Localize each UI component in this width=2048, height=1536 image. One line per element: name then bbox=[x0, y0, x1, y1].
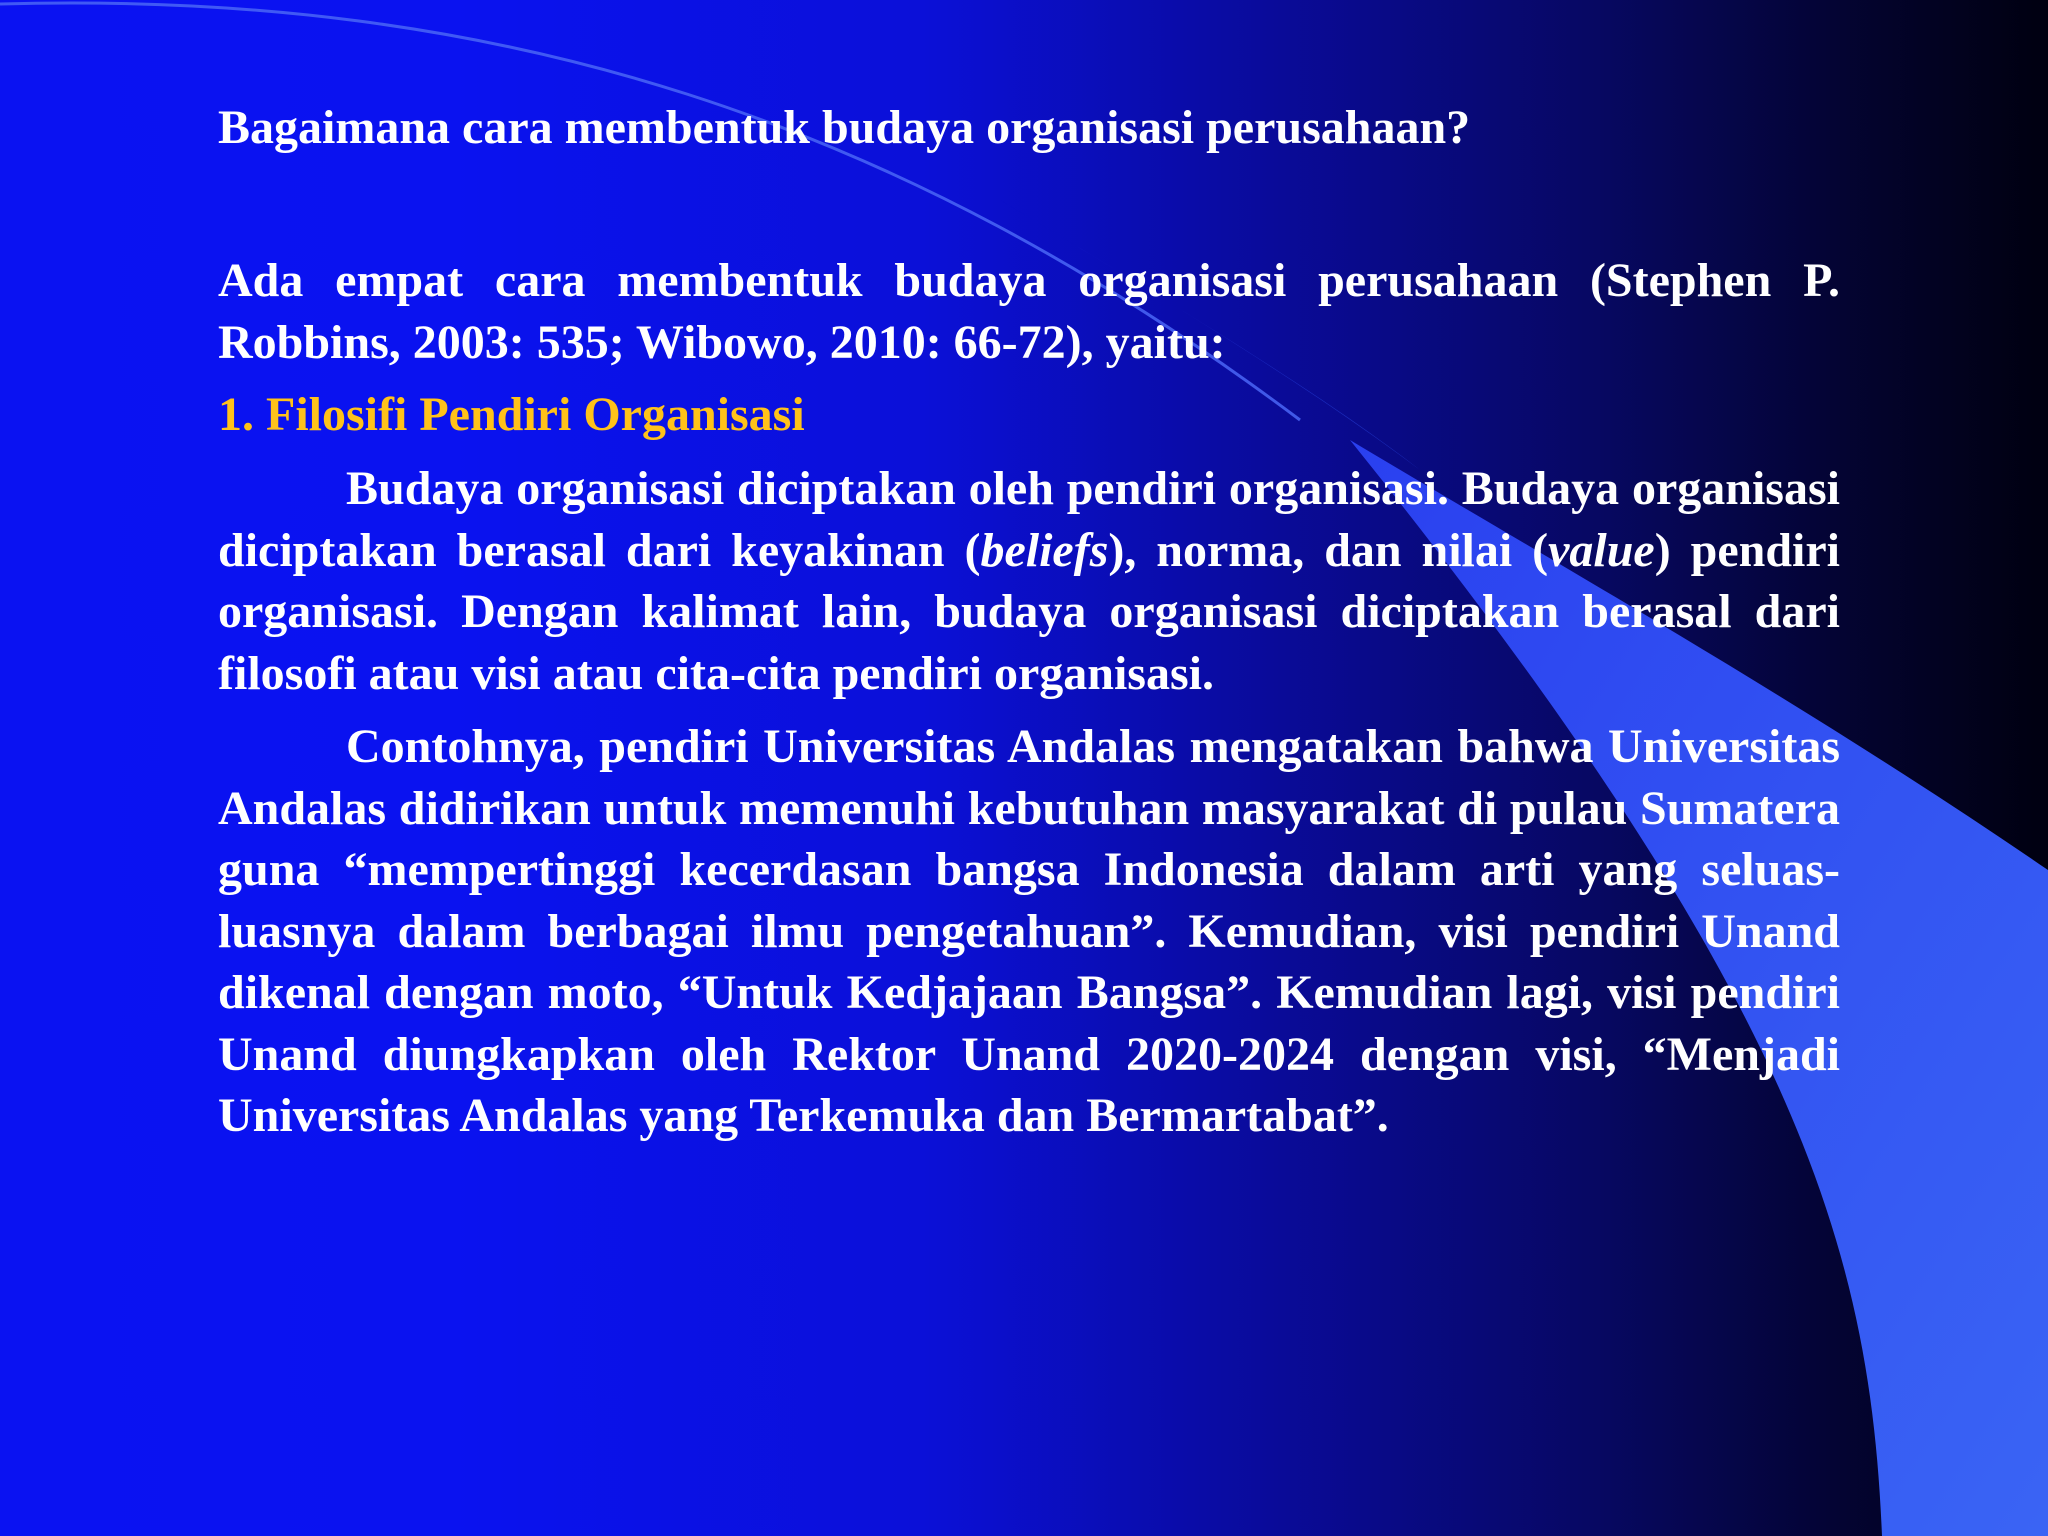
italic-value: value bbox=[1548, 523, 1655, 577]
paragraph1-text-c: ) pendiri organisasi. Dengan kalimat lain, budaya organisasi diciptakan berasal dari filosofi atau visi atau cita-cita pendiri organisasi. bbox=[218, 523, 1840, 700]
section-heading: 1. Filosifi Pendiri Organisasi bbox=[218, 388, 805, 441]
slide-question: Bagaimana cara membentuk budaya organisasi perusahaan? bbox=[218, 101, 1471, 154]
paragraph1-text-a: Budaya organisasi diciptakan oleh pendiri organisasi. Budaya organisasi diciptakan berasal dari keyakinan ( bbox=[218, 462, 1840, 577]
paragraph2-quote-line: “Menjadi Universitas Andalas yang Terkemuka dan bbox=[218, 1027, 1840, 1142]
paragraph2-last: Bermartabat”. bbox=[1086, 1089, 1389, 1142]
paragraph1-text-b: ), norma, dan nilai ( bbox=[1108, 523, 1549, 577]
paragraph-founder-philosophy bbox=[218, 458, 1840, 704]
slide-content bbox=[218, 98, 1840, 1159]
intro-paragraph: Ada empat cara membentuk budaya organisasi perusahaan (Stephen P. Robbins, 2003: 535; Wibowo, 2010: 66-72), yaitu: bbox=[218, 254, 1840, 369]
italic-beliefs: beliefs bbox=[980, 523, 1109, 577]
paragraph2-text: Contohnya, pendiri Universitas Andalas mengatakan bahwa Universitas Andalas didirikan untuk memenuhi kebutuhan masyarakat di pulau Sumatera guna “mempertinggi kecerdasan bangsa Indonesia dalam arti yang seluas-luasnya dalam berbagai ilmu pengetahuan”. Kemudian, visi pendiri Unand dikenal dengan moto, “Untuk Kedjajaan Bangsa”. Kemudian lagi, visi pendiri Unand diungkapkan oleh Rektor Unand 2020-2024 dengan visi, bbox=[218, 720, 1840, 1081]
paragraph-unand-example bbox=[218, 716, 1840, 1147]
